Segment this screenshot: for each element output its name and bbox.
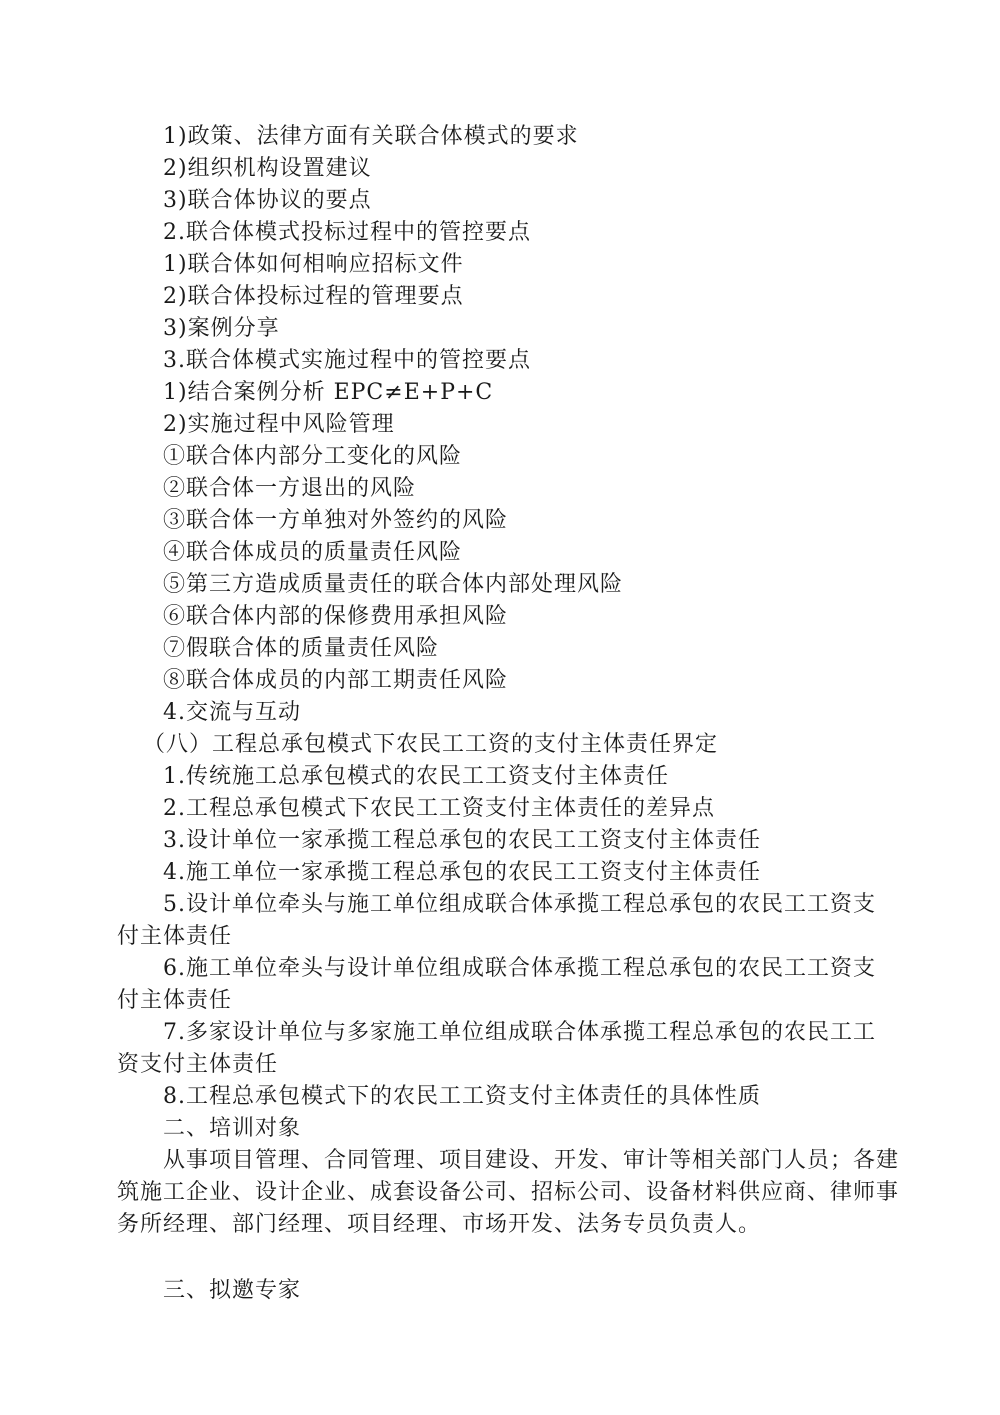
list-item: 4.施工单位一家承揽工程总承包的农民工工资支付主体责任 <box>163 860 761 885</box>
list-item: 5.设计单位牵头与施工单位组成联合体承揽工程总承包的农民工工资支 <box>163 892 876 917</box>
chapter-heading: 三、拟邀专家 <box>163 1278 302 1303</box>
risk-item: ①联合体内部分工变化的风险 <box>163 444 463 469</box>
list-item: 6.施工单位牵头与设计单位组成联合体承揽工程总承包的农民工工资支 <box>163 956 876 981</box>
chapter-heading: （八）工程总承包模式下农民工工资的支付主体责任界定 <box>143 732 719 757</box>
risk-item: ⑥联合体内部的保修费用承担风险 <box>163 604 509 629</box>
list-item: 2.工程总承包模式下农民工工资支付主体责任的差异点 <box>163 796 715 821</box>
section-heading: 4.交流与互动 <box>163 700 301 725</box>
section-heading: 2.联合体模式投标过程中的管控要点 <box>163 220 531 245</box>
section-heading: 3.联合体模式实施过程中的管控要点 <box>163 348 531 373</box>
risk-item: ⑤第三方造成质量责任的联合体内部处理风险 <box>163 572 624 597</box>
risk-item: ⑦假联合体的质量责任风险 <box>163 636 440 661</box>
risk-item: ③联合体一方单独对外签约的风险 <box>163 508 509 533</box>
list-item-continuation: 付主体责任 <box>117 988 233 1013</box>
list-item: 1)政策、法律方面有关联合体模式的要求 <box>163 124 579 149</box>
list-item: 1)联合体如何相响应招标文件 <box>163 252 464 277</box>
risk-item: ②联合体一方退出的风险 <box>163 476 417 501</box>
list-item: 2)组织机构设置建议 <box>163 156 372 181</box>
list-item: 8.工程总承包模式下的农民工工资支付主体责任的具体性质 <box>163 1084 761 1109</box>
chapter-heading: 二、培训对象 <box>163 1116 302 1141</box>
trainees-paragraph: 从事项目管理、合同管理、项目建设、开发、审计等相关部门人员；各建筑施工企业、设计企业、成套设备公司、招标公司、设备材料供应商、律师事务所经理、部门经理、项目经理、市场开发、法务专员负责人。 <box>117 1148 900 1237</box>
list-item-continuation: 付主体责任 <box>117 924 233 949</box>
list-item: 3)案例分享 <box>163 316 280 341</box>
risk-item: ④联合体成员的质量责任风险 <box>163 540 463 565</box>
list-item: 3)联合体协议的要点 <box>163 188 372 213</box>
list-item: 1)结合案例分析 EPC≠E+P+C <box>163 380 494 405</box>
list-item-continuation: 资支付主体责任 <box>117 1052 279 1077</box>
list-item: 1.传统施工总承包模式的农民工工资支付主体责任 <box>163 764 669 789</box>
risk-item: ⑧联合体成员的内部工期责任风险 <box>163 668 509 693</box>
list-item: 2)实施过程中风险管理 <box>163 412 395 437</box>
list-item: 7.多家设计单位与多家施工单位组成联合体承揽工程总承包的农民工工 <box>163 1020 876 1045</box>
list-item: 3.设计单位一家承揽工程总承包的农民工工资支付主体责任 <box>163 828 761 853</box>
list-item: 2)联合体投标过程的管理要点 <box>163 284 464 309</box>
